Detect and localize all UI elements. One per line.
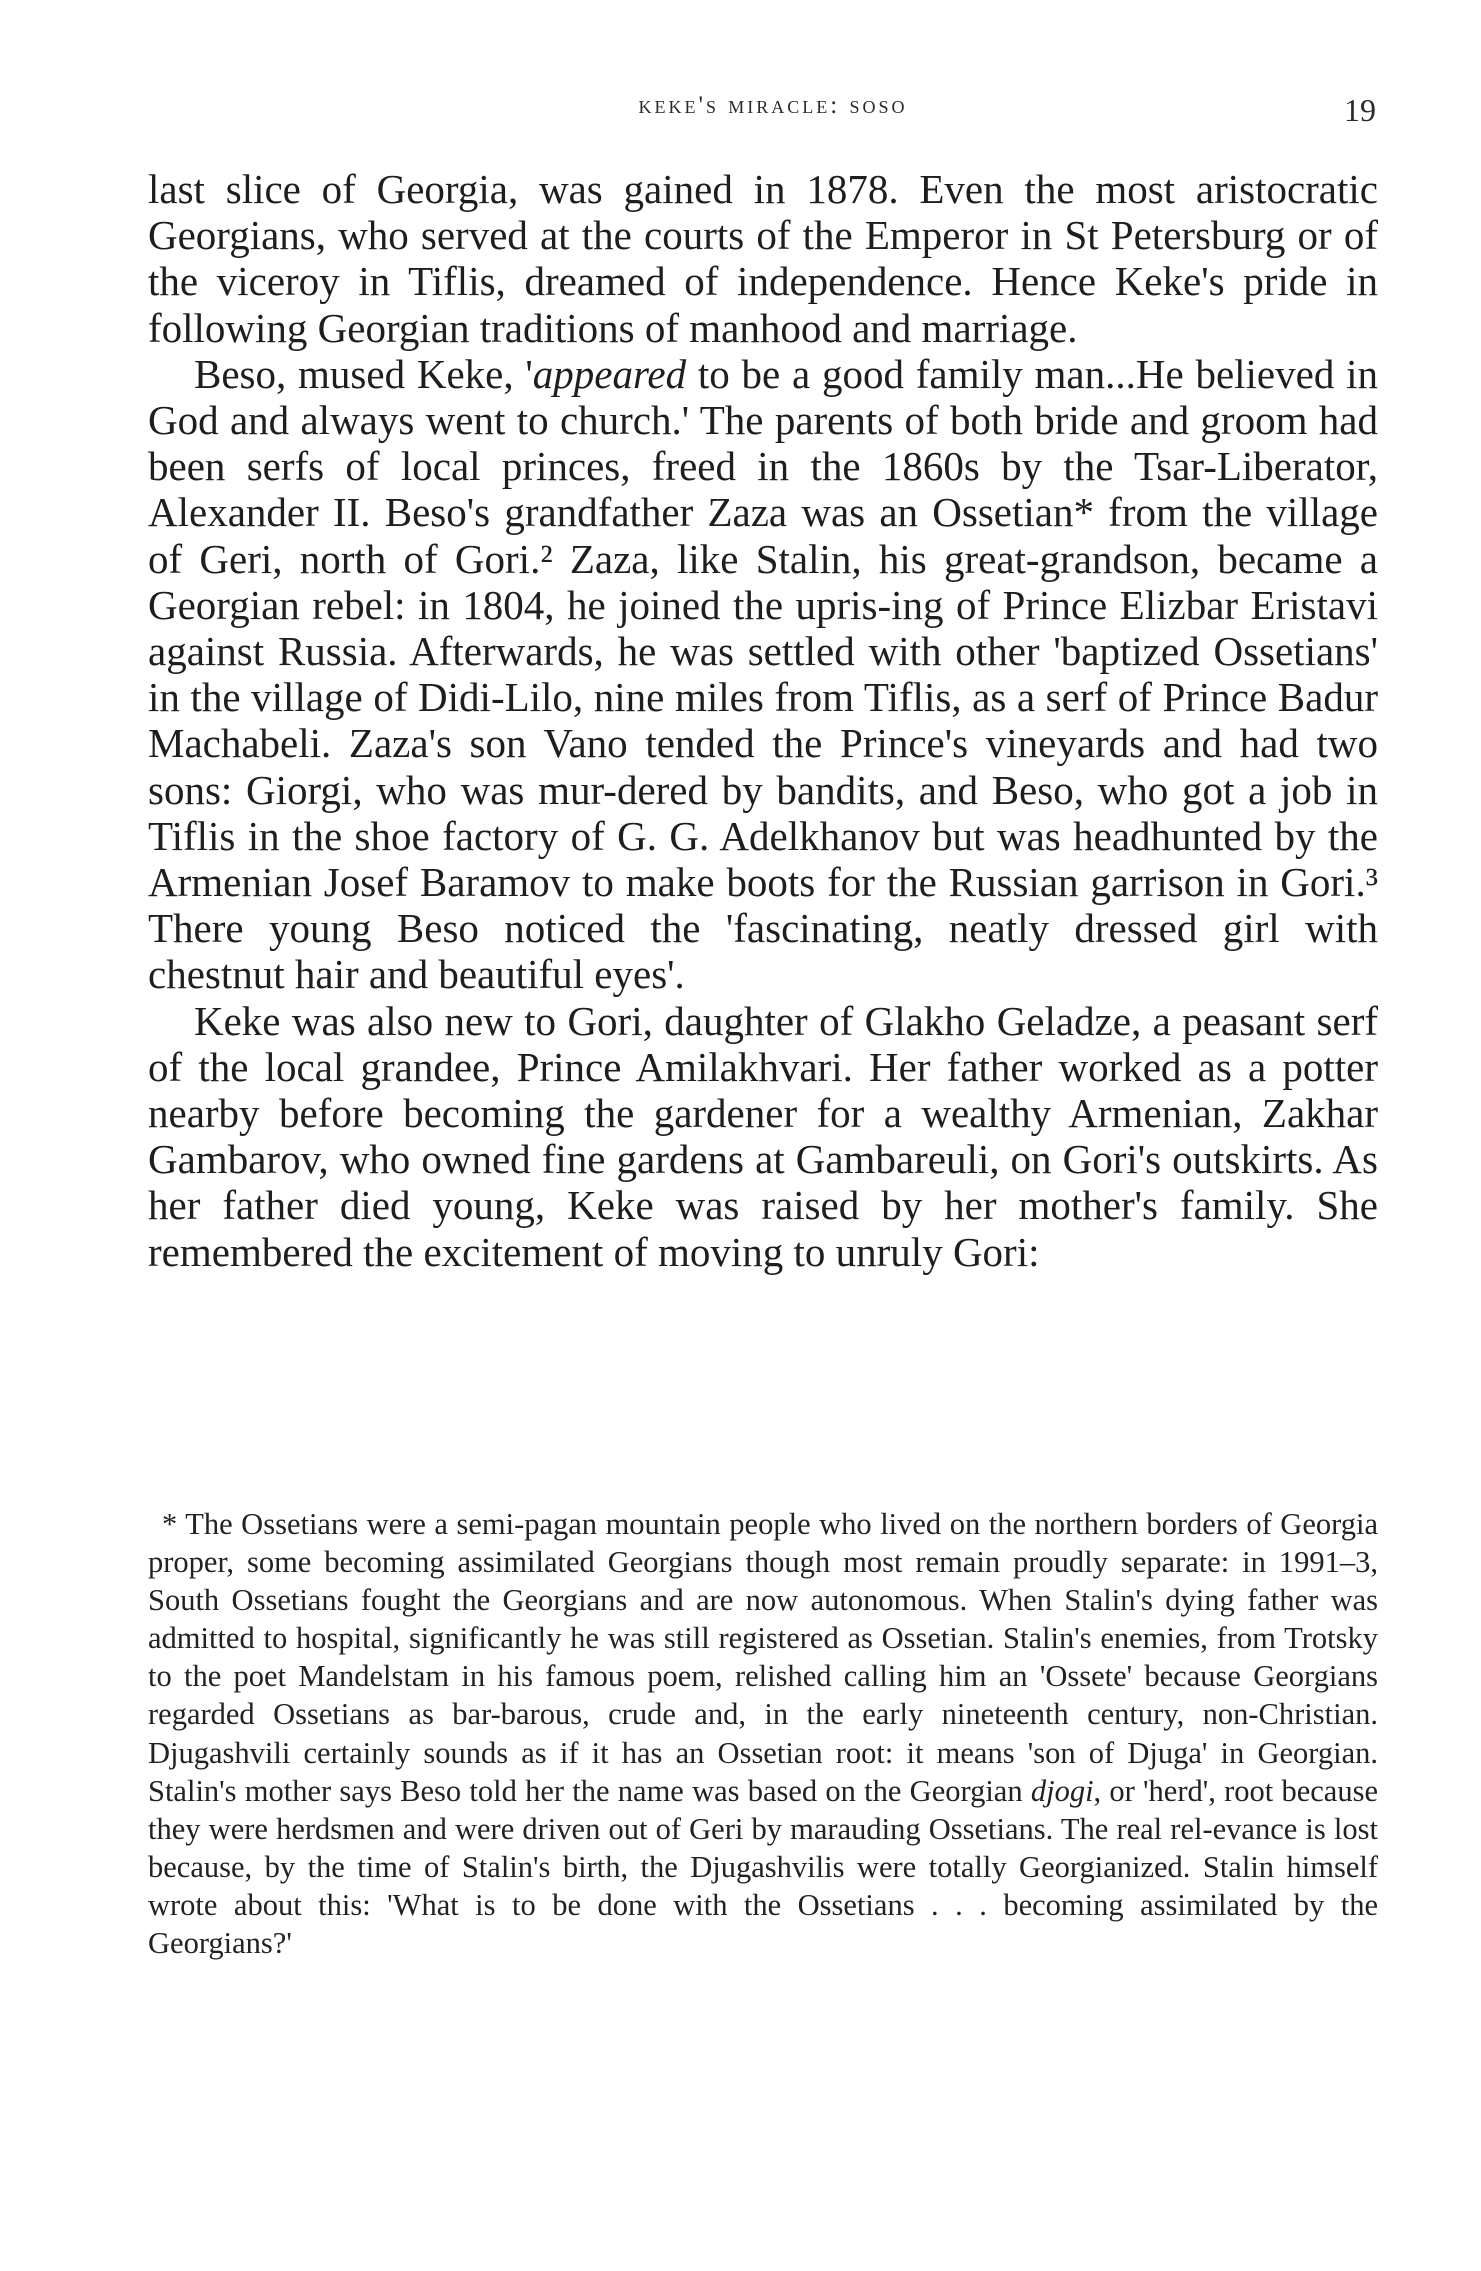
footnote-italic: djogi (1030, 1773, 1094, 1808)
footnote-paragraph (148, 1505, 1378, 1962)
footnote-text-start: * The Ossetians were a semi-pagan mountain people who lived on the northern borders of Georgia proper, some becoming assimilated Georgians though most remain proudly separate: in 1991–3, South Ossetians fought the Georgians and are now autonomous. When Stalin's dying father was admitted to hospital, significantly he was still registered as Ossetian. Stalin's enemies, from Trotsky to the poet Mandelstam in his famous poem, relished calling him an 'Ossete' because Georgians regarded Ossetians as bar-barous, crude and, in the early nineteenth century, non-Christian. Djugashvili certainly sounds as if it has an Ossetian root: it means 'son of Djuga' in Georgian. Stalin's mother says Beso told her the name was based on the Georgian (148, 1507, 1378, 1808)
paragraph-1: last slice of Georgia, was gained in 1878. Even the most aristocratic Georgians, who served at the courts of the Emperor in St Petersburg or of the viceroy in Tiflis, dreamed of independence. Hence Keke's pride in following Georgian traditions of manhood and marriage. (148, 166, 1378, 351)
running-head (170, 92, 1376, 132)
footnote (148, 1505, 1378, 1962)
page-number: 19 (1344, 92, 1376, 128)
running-title: keke's miracle: soso (638, 92, 908, 119)
footnote-text-end: , or 'herd', root because they were herdsmen and were driven out of Geri by marauding Ossetians. The real rel-evance is lost because, by the time of Stalin's birth, the Djugashvilis were totally Georgianized. Stalin himself wrote about this: 'What is to be done with the Ossetians . . . becoming assimilated by the Georgians?' (148, 1773, 1378, 1961)
body-text (148, 166, 1378, 1275)
paragraph-2-text-start: Beso, mused Keke, ' (194, 350, 533, 397)
paragraph-2-italic: appeared (532, 350, 687, 397)
paragraph-2 (148, 351, 1378, 998)
paragraph-3: Keke was also new to Gori, daughter of Glakho Geladze, a peasant serf of the local grandee, Prince Amilakhvari. Her father worked as a potter nearby before becoming the gardener for a wealthy Armenian, Zakhar Gambarov, who owned fine gardens at Gambareuli, on Gori's outskirts. As her father died young, Keke was raised by her mother's family. She remembered the excitement of moving to unruly Gori: (148, 997, 1378, 1275)
paragraph-2-text-end: to be a good family man...He believed in God and always went to church.' The parents of both bride and groom had been serfs of local princes, freed in the 1860s by the Tsar-Liberator, Alexander II. Beso's grandfather Zaza was an Ossetian* from the village of Geri, north of Gori.² Zaza, like Stalin, his great-grandson, became a Georgian rebel: in 1804, he joined the upris-ing of Prince Elizbar Eristavi against Russia. Afterwards, he was settled with other 'baptized Ossetians' in the village of Didi-Lilo, nine miles from Tiflis, as a serf of Prince Badur Machabeli. Zaza's son Vano tended the Prince's vineyards and had two sons: Giorgi, who was mur-dered by bandits, and Beso, who got a job in Tiflis in the shoe factory of G. G. Adelkhanov but was headhunted by the Armenian Josef Baramov to make boots for the Russian garrison in Gori.³ There young Beso noticed the 'fascinating, neatly dressed girl with chestnut hair and beautiful eyes'. (148, 350, 1378, 998)
